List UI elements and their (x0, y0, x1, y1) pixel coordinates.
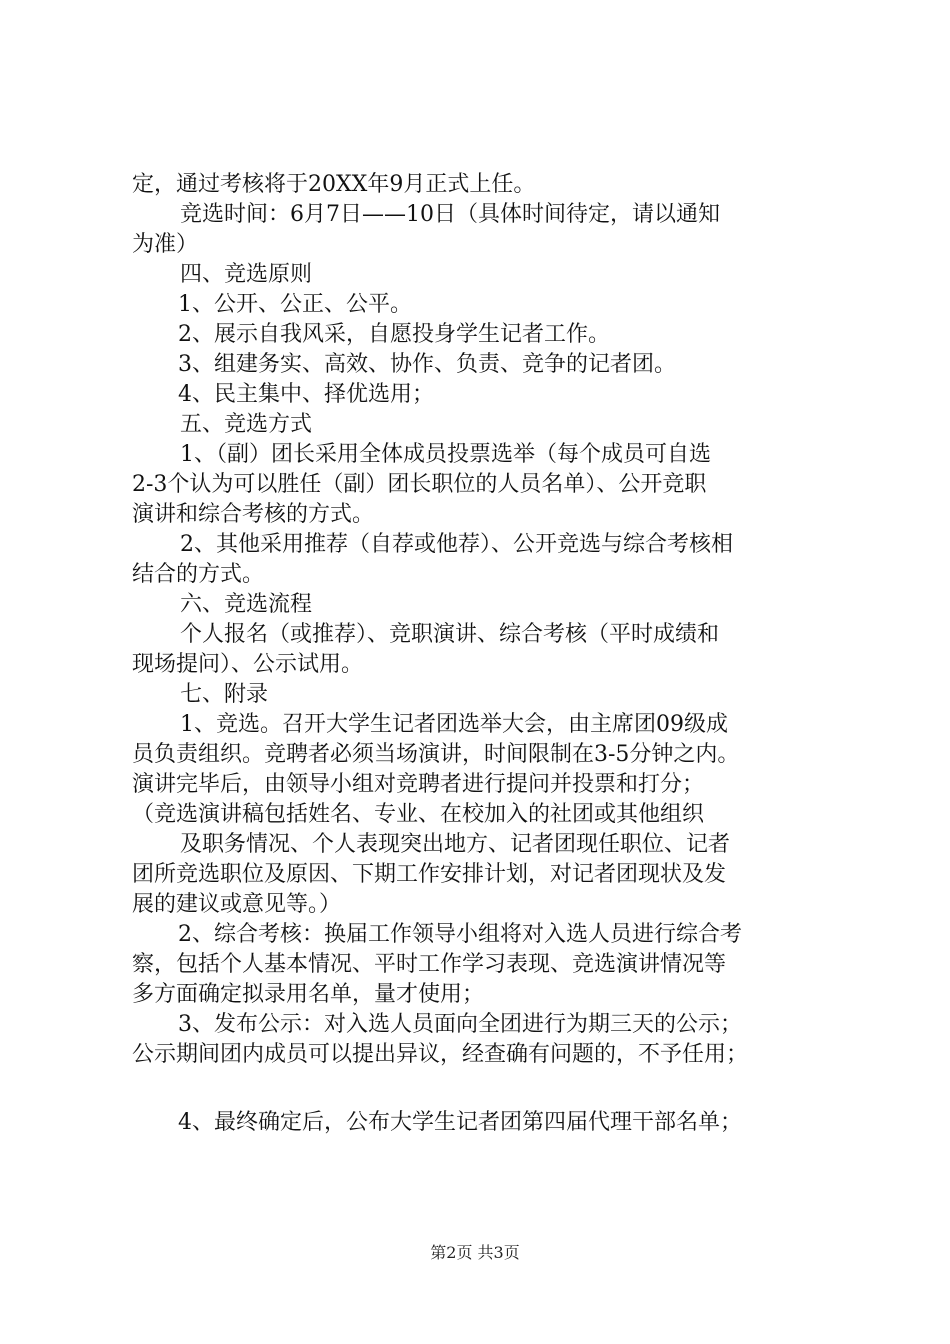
paragraph-line: 团所竞选职位及原因、下期工作安排计划，对记者团现状及发 (132, 862, 727, 887)
paragraph-line: 2-3个认为可以胜任（副）团长职位的人员名单）、公开竞职 (132, 472, 707, 497)
list-item: 3、组建务实、高效、协作、负责、竞争的记者团。 (178, 352, 676, 377)
paragraph-line: 为准） (132, 232, 199, 257)
paragraph-line: 现场提问）、公示试用。 (132, 652, 364, 677)
section-heading: 七、附录 (180, 682, 269, 707)
document-body (132, 170, 832, 1138)
paragraph-line: 定，通过考核将于20XX年9月正式上任。 (132, 172, 536, 197)
paragraph-line: 1、（副）团长采用全体成员投票选举（每个成员可自选 (180, 442, 711, 467)
paragraph-line: 察，包括个人基本情况、平时工作学习表现、竞选演讲情况等 (132, 952, 727, 977)
paragraph-line: 多方面确定拟录用名单，量才使用； (132, 982, 485, 1007)
section-heading: 四、竞选原则 (180, 262, 313, 287)
paragraph-line: 公示期间团内成员可以提出异议，经查确有问题的，不予任用； (132, 1042, 749, 1067)
paragraph-line: 演讲完毕后，由领导小组对竞聘者进行提问并投票和打分； (132, 772, 705, 797)
paragraph-line: （竞选演讲稿包括姓名、专业、在校加入的社团或其他组织 (132, 802, 705, 827)
list-item: 2、展示自我风采，自愿投身学生记者工作。 (178, 322, 610, 347)
page-number: 第2页 共3页 (430, 1243, 520, 1262)
paragraph-line: 1、竞选。召开大学生记者团选举大会，由主席团09级成 (180, 712, 728, 737)
paragraph-line: 个人报名（或推荐）、竞职演讲、综合考核（平时成绩和 (180, 622, 720, 647)
paragraph-line: 竞选时间：6月7日——10日（具体时间待定，请以通知 (180, 202, 720, 227)
paragraph-line: 员负责组织。竞聘者必须当场演讲，时间限制在3-5分钟之内。 (132, 742, 740, 767)
section-heading: 五、竞选方式 (180, 412, 313, 437)
paragraph-line: 2、综合考核：换届工作领导小组将对入选人员进行综合考 (178, 922, 742, 947)
paragraph-line: 3、发布公示：对入选人员面向全团进行为期三天的公示； (178, 1012, 742, 1037)
list-item: 1、公开、公正、公平。 (178, 292, 412, 317)
paragraph-line: 结合的方式。 (132, 562, 265, 587)
paragraph-line: 演讲和综合考核的方式。 (132, 502, 375, 527)
section-heading: 六、竞选流程 (180, 592, 313, 617)
list-item: 4、民主集中、择优选用； (178, 382, 434, 407)
paragraph-line: 2、其他采用推荐（自荐或他荐）、公开竞选与综合考核相 (180, 532, 733, 557)
paragraph-line: 4、最终确定后，公布大学生记者团第四届代理干部名单； (178, 1110, 742, 1135)
paragraph-line: 展的建议或意见等。） (132, 892, 342, 917)
paragraph-line: 及职务情况、个人表现突出地方、记者团现任职位、记者 (180, 832, 731, 857)
